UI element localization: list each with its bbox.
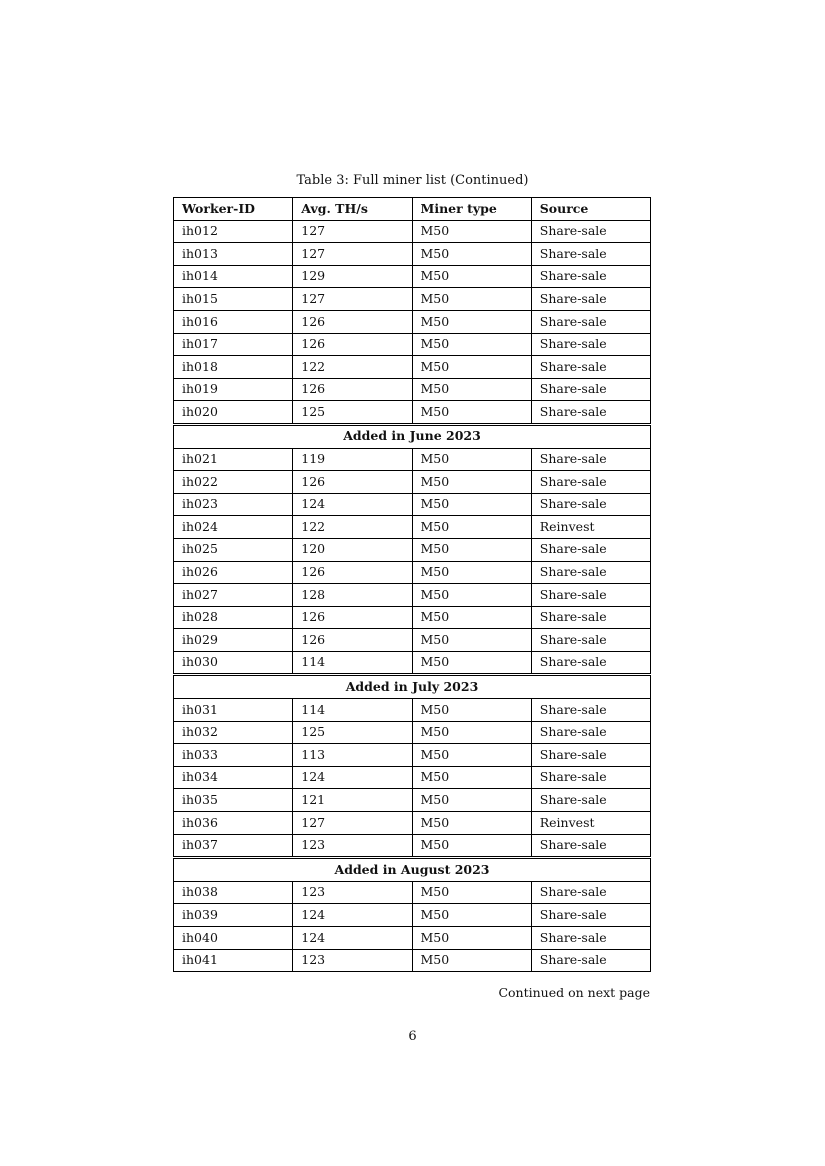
- table-row: [174, 606, 651, 629]
- source-cell: Share-sale: [531, 243, 650, 266]
- table-row: [174, 904, 651, 927]
- source-cell: Reinvest: [531, 812, 650, 835]
- source-cell: Share-sale: [531, 401, 650, 424]
- miner-type-cell: M50: [412, 606, 531, 629]
- miner-type-cell: M50: [412, 949, 531, 972]
- table-row: [174, 699, 651, 722]
- source-cell: Share-sale: [531, 766, 650, 789]
- worker-id-cell: ih028: [174, 606, 293, 629]
- column-header-miner-type: Miner type: [412, 198, 531, 221]
- source-cell: Share-sale: [531, 651, 650, 674]
- avg-ths-cell: 122: [293, 516, 412, 539]
- worker-id-cell: ih035: [174, 789, 293, 812]
- miner-type-cell: M50: [412, 220, 531, 243]
- page-number: 6: [408, 1029, 417, 1044]
- avg-ths-cell: 125: [293, 401, 412, 424]
- source-cell: Share-sale: [531, 471, 650, 494]
- table-row: [174, 265, 651, 288]
- source-cell: Share-sale: [531, 699, 650, 722]
- table-row: [174, 881, 651, 904]
- table-row: [174, 448, 651, 471]
- avg-ths-cell: 123: [293, 949, 412, 972]
- worker-id-cell: ih013: [174, 243, 293, 266]
- miner-type-cell: M50: [412, 493, 531, 516]
- source-cell: Share-sale: [531, 949, 650, 972]
- avg-ths-cell: 119: [293, 448, 412, 471]
- miner-type-cell: M50: [412, 881, 531, 904]
- source-cell: Share-sale: [531, 789, 650, 812]
- source-cell: Share-sale: [531, 333, 650, 356]
- worker-id-cell: ih033: [174, 744, 293, 767]
- avg-ths-cell: 113: [293, 744, 412, 767]
- worker-id-cell: ih026: [174, 561, 293, 584]
- worker-id-cell: ih030: [174, 651, 293, 674]
- table-caption: Table 3: Full miner list (Continued): [296, 173, 529, 188]
- source-cell: Share-sale: [531, 220, 650, 243]
- avg-ths-cell: 127: [293, 812, 412, 835]
- miner-table: [173, 197, 651, 972]
- miner-type-cell: M50: [412, 243, 531, 266]
- worker-id-cell: ih037: [174, 834, 293, 857]
- section-header-row: [174, 676, 651, 699]
- source-cell: Share-sale: [531, 927, 650, 950]
- worker-id-cell: ih021: [174, 448, 293, 471]
- table-row: [174, 333, 651, 356]
- avg-ths-cell: 126: [293, 310, 412, 333]
- worker-id-cell: ih027: [174, 584, 293, 607]
- table-row: [174, 401, 651, 424]
- avg-ths-cell: 125: [293, 721, 412, 744]
- avg-ths-cell: 121: [293, 789, 412, 812]
- avg-ths-cell: 127: [293, 288, 412, 311]
- table-header-row: [174, 198, 651, 221]
- miner-type-cell: M50: [412, 789, 531, 812]
- source-cell: Share-sale: [531, 721, 650, 744]
- avg-ths-cell: 124: [293, 904, 412, 927]
- section-title: Added in July 2023: [174, 676, 651, 699]
- worker-id-cell: ih022: [174, 471, 293, 494]
- worker-id-cell: ih032: [174, 721, 293, 744]
- source-cell: Reinvest: [531, 516, 650, 539]
- section-header-row: [174, 425, 651, 448]
- avg-ths-cell: 123: [293, 881, 412, 904]
- miner-type-cell: M50: [412, 288, 531, 311]
- table-row: [174, 561, 651, 584]
- worker-id-cell: ih029: [174, 629, 293, 652]
- avg-ths-cell: 124: [293, 493, 412, 516]
- miner-type-cell: M50: [412, 471, 531, 494]
- table-row: [174, 744, 651, 767]
- table-body: [174, 220, 651, 972]
- worker-id-cell: ih020: [174, 401, 293, 424]
- worker-id-cell: ih031: [174, 699, 293, 722]
- table-row: [174, 766, 651, 789]
- table-row: [174, 812, 651, 835]
- miner-type-cell: M50: [412, 766, 531, 789]
- source-cell: Share-sale: [531, 881, 650, 904]
- source-cell: Share-sale: [531, 629, 650, 652]
- worker-id-cell: ih018: [174, 356, 293, 379]
- worker-id-cell: ih038: [174, 881, 293, 904]
- table-row: [174, 584, 651, 607]
- miner-type-cell: M50: [412, 310, 531, 333]
- source-cell: Share-sale: [531, 448, 650, 471]
- miner-type-cell: M50: [412, 699, 531, 722]
- avg-ths-cell: 120: [293, 538, 412, 561]
- miner-type-cell: M50: [412, 401, 531, 424]
- worker-id-cell: ih040: [174, 927, 293, 950]
- worker-id-cell: ih016: [174, 310, 293, 333]
- miner-type-cell: M50: [412, 834, 531, 857]
- worker-id-cell: ih034: [174, 766, 293, 789]
- source-cell: Share-sale: [531, 356, 650, 379]
- table-row: [174, 288, 651, 311]
- miner-table-container: [173, 197, 650, 972]
- miner-type-cell: M50: [412, 927, 531, 950]
- table-row: [174, 629, 651, 652]
- continued-note: Continued on next page: [498, 985, 650, 1000]
- source-cell: Share-sale: [531, 493, 650, 516]
- table-row: [174, 310, 651, 333]
- worker-id-cell: ih015: [174, 288, 293, 311]
- section-title: Added in August 2023: [174, 859, 651, 882]
- table-row: [174, 220, 651, 243]
- avg-ths-cell: 122: [293, 356, 412, 379]
- table-row: [174, 493, 651, 516]
- source-cell: Share-sale: [531, 310, 650, 333]
- miner-type-cell: M50: [412, 561, 531, 584]
- source-cell: Share-sale: [531, 288, 650, 311]
- miner-type-cell: M50: [412, 744, 531, 767]
- column-header-worker-id: Worker-ID: [174, 198, 293, 221]
- avg-ths-cell: 129: [293, 265, 412, 288]
- miner-type-cell: M50: [412, 721, 531, 744]
- miner-type-cell: M50: [412, 265, 531, 288]
- table-row: [174, 834, 651, 857]
- avg-ths-cell: 114: [293, 699, 412, 722]
- avg-ths-cell: 127: [293, 220, 412, 243]
- table-row: [174, 721, 651, 744]
- miner-type-cell: M50: [412, 378, 531, 401]
- miner-type-cell: M50: [412, 584, 531, 607]
- avg-ths-cell: 126: [293, 606, 412, 629]
- miner-type-cell: M50: [412, 448, 531, 471]
- table-row: [174, 789, 651, 812]
- table-row: [174, 651, 651, 674]
- source-cell: Share-sale: [531, 606, 650, 629]
- source-cell: Share-sale: [531, 584, 650, 607]
- miner-type-cell: M50: [412, 812, 531, 835]
- avg-ths-cell: 127: [293, 243, 412, 266]
- avg-ths-cell: 123: [293, 834, 412, 857]
- source-cell: Share-sale: [531, 265, 650, 288]
- miner-type-cell: M50: [412, 333, 531, 356]
- avg-ths-cell: 124: [293, 766, 412, 789]
- avg-ths-cell: 126: [293, 471, 412, 494]
- miner-type-cell: M50: [412, 904, 531, 927]
- table-row: [174, 243, 651, 266]
- miner-type-cell: M50: [412, 356, 531, 379]
- column-header-source: Source: [531, 198, 650, 221]
- worker-id-cell: ih019: [174, 378, 293, 401]
- table-row: [174, 378, 651, 401]
- source-cell: Share-sale: [531, 904, 650, 927]
- avg-ths-cell: 126: [293, 561, 412, 584]
- miner-type-cell: M50: [412, 651, 531, 674]
- worker-id-cell: ih012: [174, 220, 293, 243]
- avg-ths-cell: 126: [293, 333, 412, 356]
- table-row: [174, 356, 651, 379]
- worker-id-cell: ih036: [174, 812, 293, 835]
- source-cell: Share-sale: [531, 744, 650, 767]
- section-title: Added in June 2023: [174, 425, 651, 448]
- worker-id-cell: ih039: [174, 904, 293, 927]
- source-cell: Share-sale: [531, 561, 650, 584]
- miner-type-cell: M50: [412, 629, 531, 652]
- table-row: [174, 949, 651, 972]
- source-cell: Share-sale: [531, 538, 650, 561]
- worker-id-cell: ih041: [174, 949, 293, 972]
- avg-ths-cell: 126: [293, 629, 412, 652]
- table-row: [174, 471, 651, 494]
- avg-ths-cell: 114: [293, 651, 412, 674]
- worker-id-cell: ih014: [174, 265, 293, 288]
- column-header-avg-ths: Avg. TH/s: [293, 198, 412, 221]
- worker-id-cell: ih017: [174, 333, 293, 356]
- table-row: [174, 538, 651, 561]
- worker-id-cell: ih024: [174, 516, 293, 539]
- worker-id-cell: ih025: [174, 538, 293, 561]
- section-header-row: [174, 859, 651, 882]
- source-cell: Share-sale: [531, 834, 650, 857]
- avg-ths-cell: 128: [293, 584, 412, 607]
- avg-ths-cell: 126: [293, 378, 412, 401]
- worker-id-cell: ih023: [174, 493, 293, 516]
- miner-type-cell: M50: [412, 516, 531, 539]
- avg-ths-cell: 124: [293, 927, 412, 950]
- table-row: [174, 516, 651, 539]
- table-row: [174, 927, 651, 950]
- source-cell: Share-sale: [531, 378, 650, 401]
- miner-type-cell: M50: [412, 538, 531, 561]
